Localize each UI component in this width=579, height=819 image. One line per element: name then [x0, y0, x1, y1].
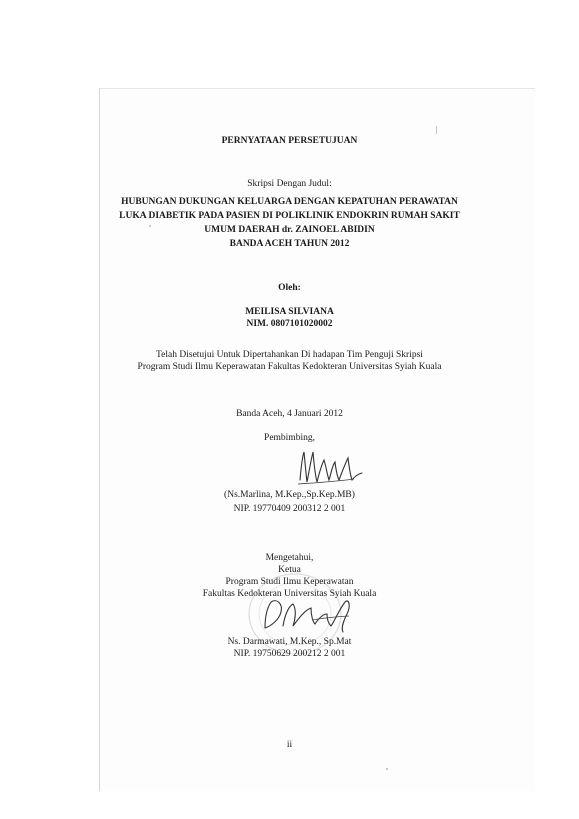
- thesis-title-line-2: LUKA DIABETIK PADA PASIEN DI POLIKLINIK ENDOKRIN RUMAH SAKIT: [119, 211, 460, 221]
- document-heading: PERNYATAAN PERSETUJUAN: [221, 136, 358, 146]
- scan-artifact-speck: [149, 225, 151, 227]
- page-number: ii: [286, 740, 293, 750]
- thesis-intro: Skripsi Dengan Judul:: [247, 179, 332, 189]
- thesis-title-line-1: HUBUNGAN DUKUNGAN KELUARGA DENGAN KEPATUHAN PERAWATAN: [121, 197, 458, 207]
- thesis-title-line-4: BANDA ACEH TAHUN 2012: [229, 239, 350, 249]
- faculty-line: Fakultas Kedokteran Universitas Syiah Kuala: [202, 589, 377, 599]
- thesis-title-line-3: UMUM DAERAH dr. ZAINOEL ABIDIN: [204, 225, 375, 235]
- place-date: Banda Aceh, 4 Januari 2012: [236, 409, 343, 419]
- chair-signature: [253, 596, 363, 638]
- supervisor-nip: NIP. 19770409 200312 2 001: [233, 504, 346, 514]
- approval-line-1: Telah Disetujui Untuk Dipertahankan Di hadapan Tim Penguji Skripsi: [156, 350, 423, 360]
- supervisor-signature: [292, 446, 372, 492]
- by-label: Oleh:: [278, 283, 301, 293]
- author-nim: NIM. 0807101020002: [246, 319, 333, 329]
- chair-name: Ns. Darmawati, M.Kep., Sp.Mat: [227, 637, 352, 647]
- program-line: Program Studi Ilmu Keperawatan: [225, 577, 354, 587]
- scan-artifact-mark: [436, 126, 437, 134]
- scan-artifact-speck: [386, 768, 388, 770]
- supervisor-label: Pembimbing,: [264, 433, 315, 443]
- known-label: Mengetahui,: [265, 553, 314, 563]
- chair-label: Ketua: [278, 565, 301, 575]
- approval-line-2: Program Studi Ilmu Keperawatan Fakultas Kedokteran Universitas Syiah Kuala: [137, 362, 442, 372]
- chair-nip: NIP. 19750629 200212 2 001: [233, 649, 346, 659]
- author-name: MEILISA SILVIANA: [245, 307, 334, 317]
- supervisor-name: (Ns.Marlina, M.Kep.,Sp.Kep.MB): [224, 490, 355, 500]
